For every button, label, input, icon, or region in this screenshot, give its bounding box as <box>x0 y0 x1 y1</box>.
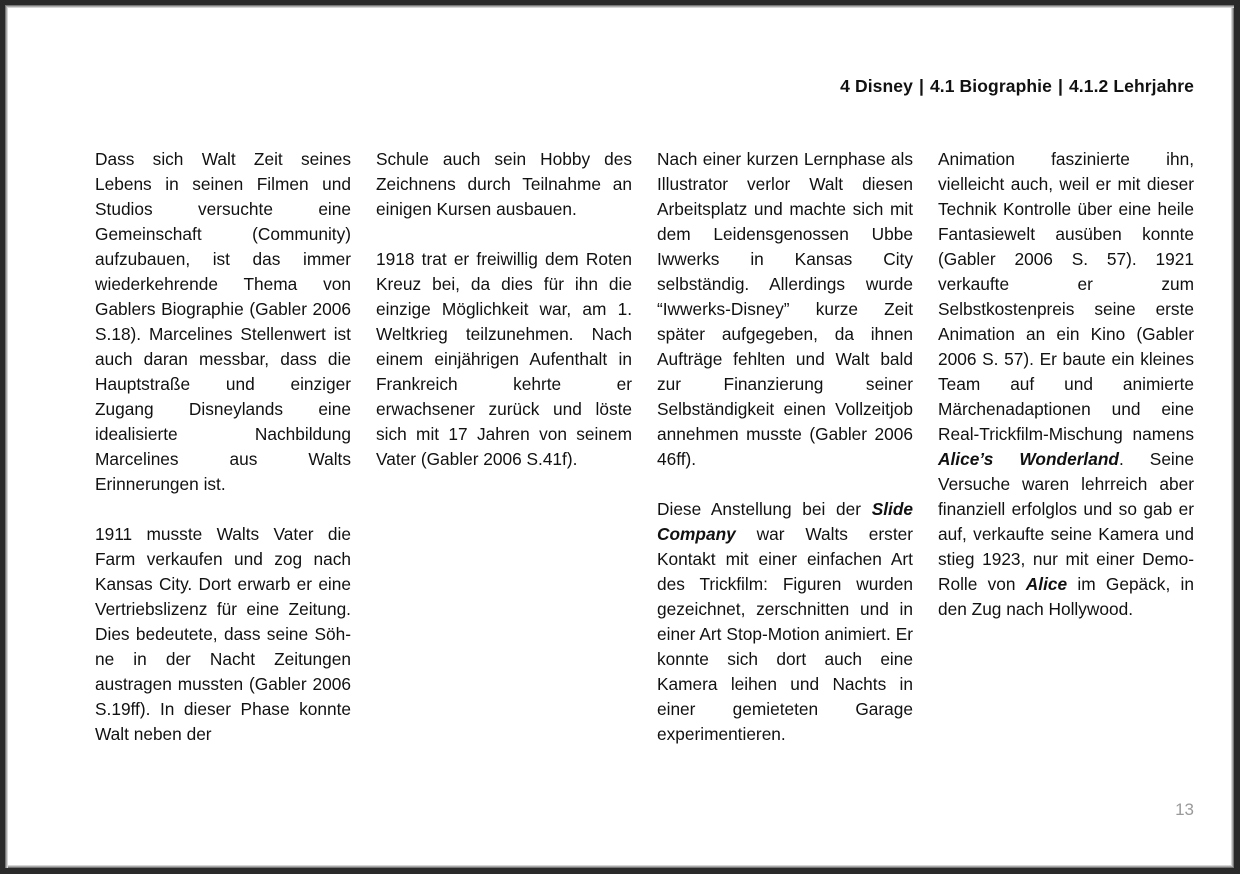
paragraph-text: war Walts erster Kontakt mit einer einfachen Art des Trickfilm: Figuren wurden gezeichnet, zerschnitten und in einer Art Stop-Motion animiert. Er konnte sich dort auch eine Kamera leihen und Nachts in einer gemieteten Garage experimentieren. <box>657 524 913 744</box>
text-columns <box>95 147 1195 747</box>
text-column-3 <box>657 147 913 747</box>
paragraph-text: im Gepäck, in den Zug nach Hollywood. <box>938 574 1194 619</box>
running-head <box>840 76 1194 97</box>
paragraph-text: Nach einer kurzen Lernphase als Illustrator verlor Walt diesen Arbeitsplatz und machte sich mit dem Leidensgenossen Ubbe Iwwerks in Kansas City selbständig. Allerdings wurde “Iwwerks-Disney” kurze Zeit später aufgegeben, da ihnen Aufträge fehlten und Walt bald zur Finanzierung seiner Selbständigkeit einen Vollzeitjob annehmen musste (Gabler 2006 46ff). <box>657 149 913 469</box>
paragraph <box>95 522 351 747</box>
paragraph-text: Animation faszinierte ihn, vielleicht auch, weil er mit dieser Technik Kontrolle über eine heile Fantasiewelt ausüben konnte (Gabler 2006 S. 57). 1921 verkaufte er zum Selbstkostenpreis seine erste Animation an ein Kino (Gabler 2006 S. 57). Er baute ein kleines Team auf und animierte Märchenadaptionen und eine Real-Trickfilm-Mischung namens <box>938 149 1194 444</box>
paragraph-text: Schule auch sein Hobby des Zeichnens durch Teilnahme an einigen Kursen ausbauen. <box>376 149 632 219</box>
emphasized-title: Slide Company <box>657 499 913 544</box>
running-head-chapter: 4 Disney <box>840 76 913 96</box>
running-head-subsection: 4.1.2 Lehrjahre <box>1068 76 1194 96</box>
paragraph-text: 1918 trat er freiwillig dem Roten Kreuz bei, da dies für ihn die einzige Möglichkeit war, am 1. Weltkrieg teilzunehmen. Nach einem einjährigen Aufenthalt in Frankreich kehrte er erwachsener zurück und löste sich mit 17 Jahren von seinem Vater (Gabler 2006 S.41f). <box>376 249 632 469</box>
paragraph <box>95 147 351 497</box>
emphasized-title: Alice’s Wonderland <box>938 449 1119 469</box>
paragraph-text: Dass sich Walt Zeit seines Lebens in seinen Filmen und Studios versuchte eine Gemeinschaft (Community) aufzubauen, ist das immer wiederkehrende Thema von Gablers Biographie (Gabler 2006 S.18). Marcelines Stellenwert ist auch daran messbar, dass die Hauptstraße und einziger Zugang Disneylands eine idealisierte Nachbildung Marcelines aus Walts Erinnerungen ist. <box>95 149 351 494</box>
paragraph <box>657 497 913 747</box>
paragraph <box>938 147 1194 622</box>
paragraph <box>376 247 632 472</box>
text-column-4 <box>938 147 1194 747</box>
text-column-2 <box>376 147 632 747</box>
paragraph-text: . Seine Versuche waren lehrreich aber finanziell erfolglos und so gab er auf, verkaufte seine Kamera und stieg 1923, nur mit einer Demo-Rolle von <box>938 449 1194 594</box>
paragraph-text: Diese Anstellung bei der <box>657 499 872 519</box>
running-head-separator: | <box>1057 76 1063 96</box>
running-head-separator: | <box>918 76 924 96</box>
page-number: 13 <box>1175 800 1194 819</box>
paragraph <box>376 147 632 222</box>
text-column-1 <box>95 147 351 747</box>
paragraph <box>657 147 913 472</box>
emphasized-title: Alice <box>1025 574 1068 594</box>
paragraph-text: 1911 musste Walts Vater die Farm verkaufen und zog nach Kansas City. Dort erwarb er eine Vertriebslizenz für eine Zeitung. Dies bedeutete, dass seine Söhne in der Nacht Zeitungen austragen mussten (Gabler 2006 S.19ff). In dieser Phase konnte Walt neben der <box>95 524 351 744</box>
running-head-section: 4.1 Biographie <box>929 76 1052 96</box>
